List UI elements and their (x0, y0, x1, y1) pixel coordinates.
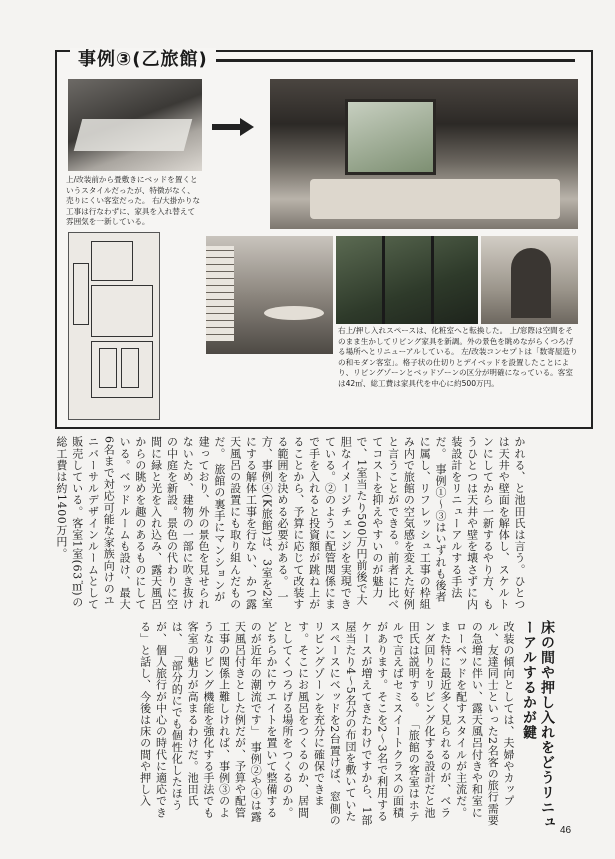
section-subhead: 床の間や押し入れをどうリニューアルするかが鍵 (521, 620, 555, 830)
case-title: 事例③(乙旅館) (70, 48, 216, 72)
title-rule (200, 59, 575, 62)
after-caption: 右上/押し入れスペースは、化粧室へと転換した。 上/窓際は空間をそのまま生かしてリビング家具を新調。外の景色を眺めながらくつろげる場所へとリニューアルしている。 左/改装コンセプトは「数寄屋造りの和モダン客室」。格子状の仕切りとデイベッドを設置したことにより、リビングゾーンとベッドゾーンの区分が明確になっている。客室は42㎡、総工費は家具代を中心に約500万円。 (338, 326, 578, 388)
page-number: 46 (560, 825, 572, 836)
floor-plan (68, 232, 160, 420)
after-room-photo (270, 79, 578, 229)
before-caption: 上/改装前から畳敷きにベッドを置くというスタイルだったが、特徴がなく、売りにくい客室だった。 右/大掛かりな工事は行なわずに、家具を入れ替えて雰囲気を一新している。 (66, 175, 201, 226)
vanity-photo (481, 236, 578, 324)
body-text-second: 改装の傾向としては、夫婦やカップル、友達同士といった2名客の旅行需要の急増に伴い、露天風呂付きや和室にローベッドを配すスタイルが主流だ。また特に最近多く見られるのが、ベランダ回りをリビング化する設計だと池田氏は説明する。 「旅館の客室はホテルで言えばセミスイートクラスの面積があります。そこを2～3名で利用するケースが増えてきたわけですから、1部屋当たり4～5名分の布団を敷いていたスペースにベッドを2台置けば、窓側のリビングゾーンを充分に確保できます。そこにお風呂をつくるのか、居間としてくつろげる場所をつくるのか。どちらかにウエイトを置いて整備するのが近年の潮流です」 事例②や④は露天風呂付きとした例だが、予算や配管工事の関係上難しければ、事例③のようなリビング機能を強化する手法でも客室の魅力が高まるわけだ。池田氏は、 「部分的にでも個性化したほうが、個人旅行が中心の時代に適応できる」と話し、今後は床の間や押し入 (138, 621, 515, 826)
body-text-main: かれる、と池田氏は言う。ひとつは天井や壁面を解体し、スケルトンにしてから一新するやり方、もうひとつは天井や壁を壊さずに内装設計をリニューアルする手法だ。 事例①～③はいずれも後者に属し、リフレッシュ工事の枠組み内で旅館の空気感を変えた好例と言うことができる。前者に比べてコストを抑えやすいのが魅力で、1室当たり500万円前後で大胆なイメージチェンジを実現できている。②のように配管関係にまで手を入れると投資額が跳ね上がることから、予算に応じて改装する範囲を決める必要がある。 一方、事例④(K旅館)は、3室を2室にする解体工事を行ない、かつ露天風呂の設置にも取り組んだものだ。 旅館の裏手にマンションが建っており、外の景色を見せられないため、建物の一部に吹き抜けの中庭を新設。景色の代わりに空間に緑と光を入れ込み、露天風呂からの眺めを趣のあるものにしている。ベッドルームも設け、最大6名まで対応可能な家族向けのユニバーサルデザインルームとして販売している。客室1室(63㎡)の総工費は約1400万円。 (54, 436, 526, 610)
living-area-photo (206, 236, 333, 354)
before-room-photo (68, 79, 202, 171)
window-view-photo (336, 236, 478, 324)
arrow-right-icon (212, 118, 254, 136)
